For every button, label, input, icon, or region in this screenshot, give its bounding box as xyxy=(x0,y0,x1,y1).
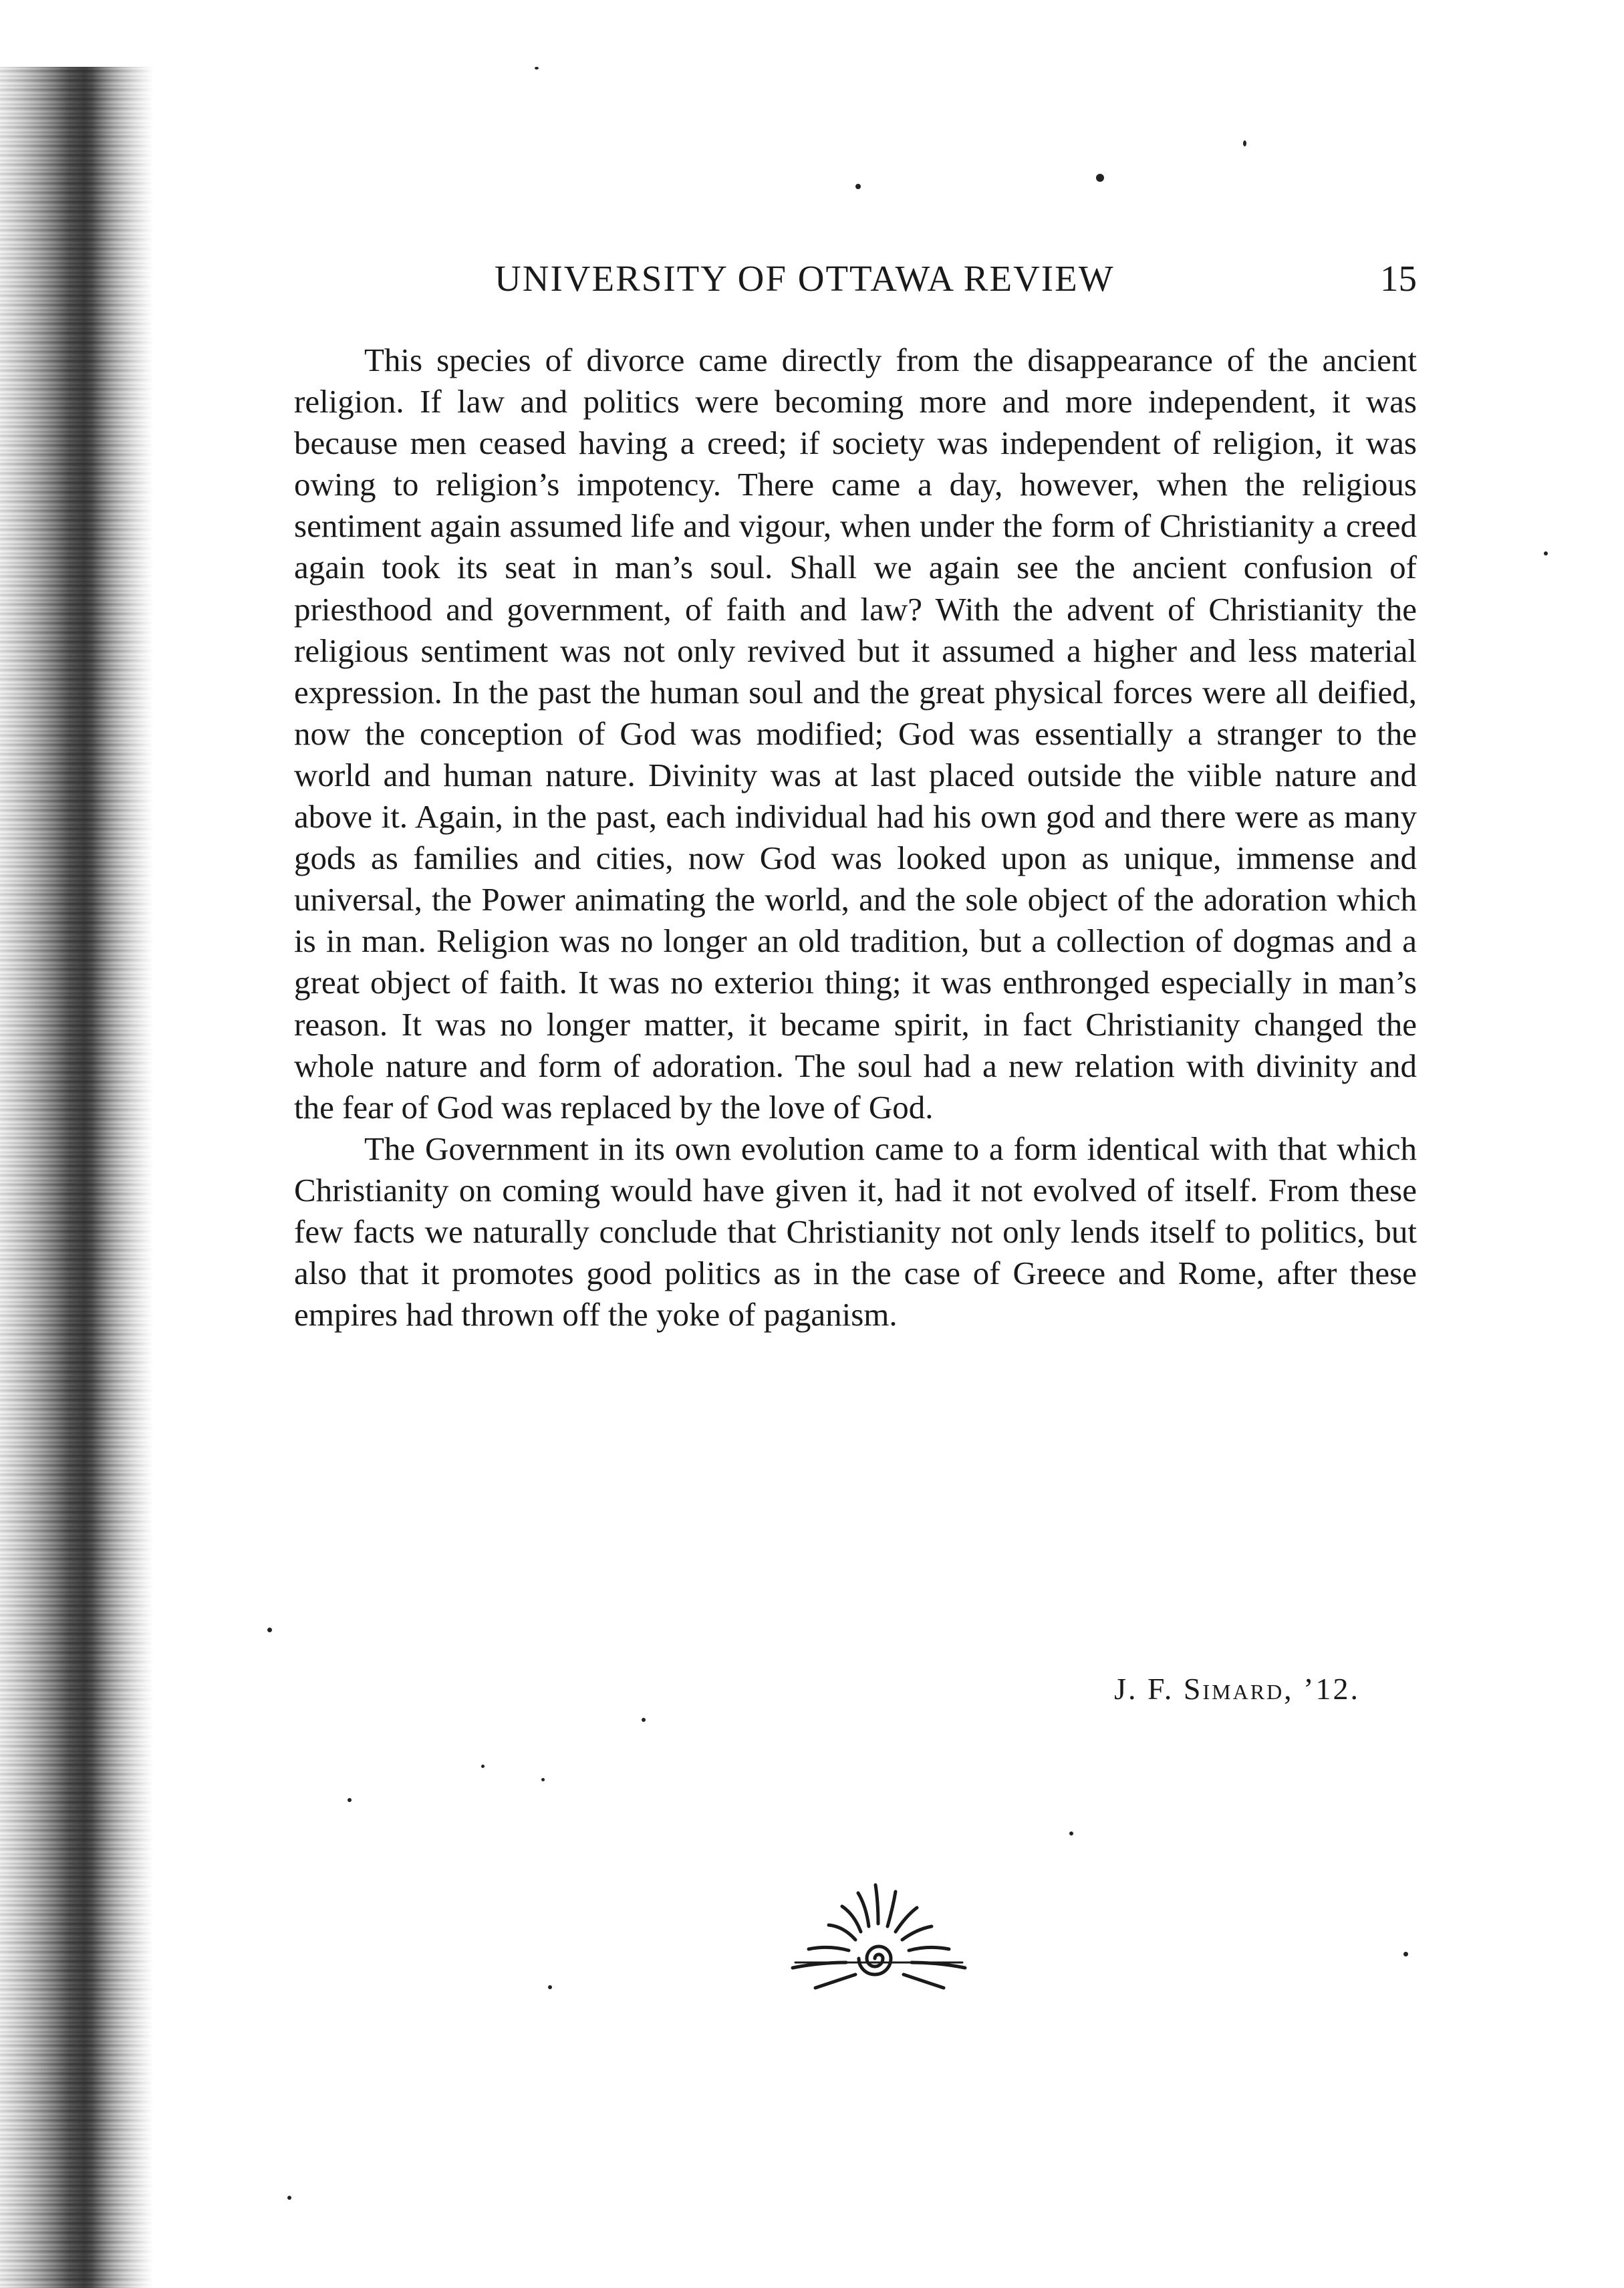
speck xyxy=(1243,140,1246,146)
paragraph-1: This species of divorce came directly from the disappearance of the ancient religion. If law and politics were becoming more and more independent, it was because men ceased having a creed; if society was independent of religion, it was owing to religion’s impotency. There came a day, however, when the religious sentiment again assumed life and vigour, when under the form of Christianity a creed again took its seat in man’s soul. Shall we again see the ancient confusion of priesthood and government, of faith and law? With the advent of Christianity the religious sentiment was not only revived but it assumed a higher and less material expression. In the past the human soul and the great physical forces were all deified, now the conception of God was modified; God was essentially a stranger to the world and human nature. Divinity was at last placed outside the viible nature and above it. Again, in the past, each individual had his own god and there were as many gods as families and cities, now God was looked upon as unique, immense and universal, the Power animating the world, and the sole object of the adoration which is in man. Religion was no longer an old tradition, but a collection of dogmas and a great object of faith. It was no exterioı thing; it was enthronged especially in man’s reason. It was no longer matter, it became spirit, in fact Christianity changed the whole nature and form of adoration. The soul had a new relation with divinity and the fear of God was replaced by the love of God. xyxy=(294,342,1417,1126)
speck xyxy=(1069,1831,1073,1835)
speck xyxy=(541,1778,545,1781)
speck xyxy=(267,1628,272,1632)
article-body xyxy=(294,340,1417,1336)
speck xyxy=(481,1765,485,1768)
speck xyxy=(1403,1952,1408,1956)
speck xyxy=(1544,551,1548,555)
author-signature: J. F. Simard, ’12. xyxy=(1114,1672,1360,1706)
speck xyxy=(642,1718,646,1722)
speck xyxy=(287,2196,291,2200)
speck xyxy=(535,67,539,70)
running-title: UNIVERSITY OF OTTAWA REVIEW xyxy=(495,258,1115,299)
page-number: 15 xyxy=(1380,258,1417,299)
page-binding-shadow xyxy=(0,67,154,2288)
sun-ornament-icon xyxy=(755,1865,1002,1999)
speck xyxy=(855,184,861,189)
speck xyxy=(348,1798,352,1802)
speck xyxy=(548,1985,552,1989)
paragraph-2: The Government in its own evolution came to a form identical with that which Christianity on coming would have given it, had it not evolved of itself. From these few facts we naturally conclude that Christianity not only lends itself to politics, but also that it promotes good politics as in the case of Greece and Rome, after these empires had thrown off the yoke of paganism. xyxy=(294,1130,1417,1333)
page-header xyxy=(495,257,1417,311)
speck xyxy=(1096,174,1104,182)
